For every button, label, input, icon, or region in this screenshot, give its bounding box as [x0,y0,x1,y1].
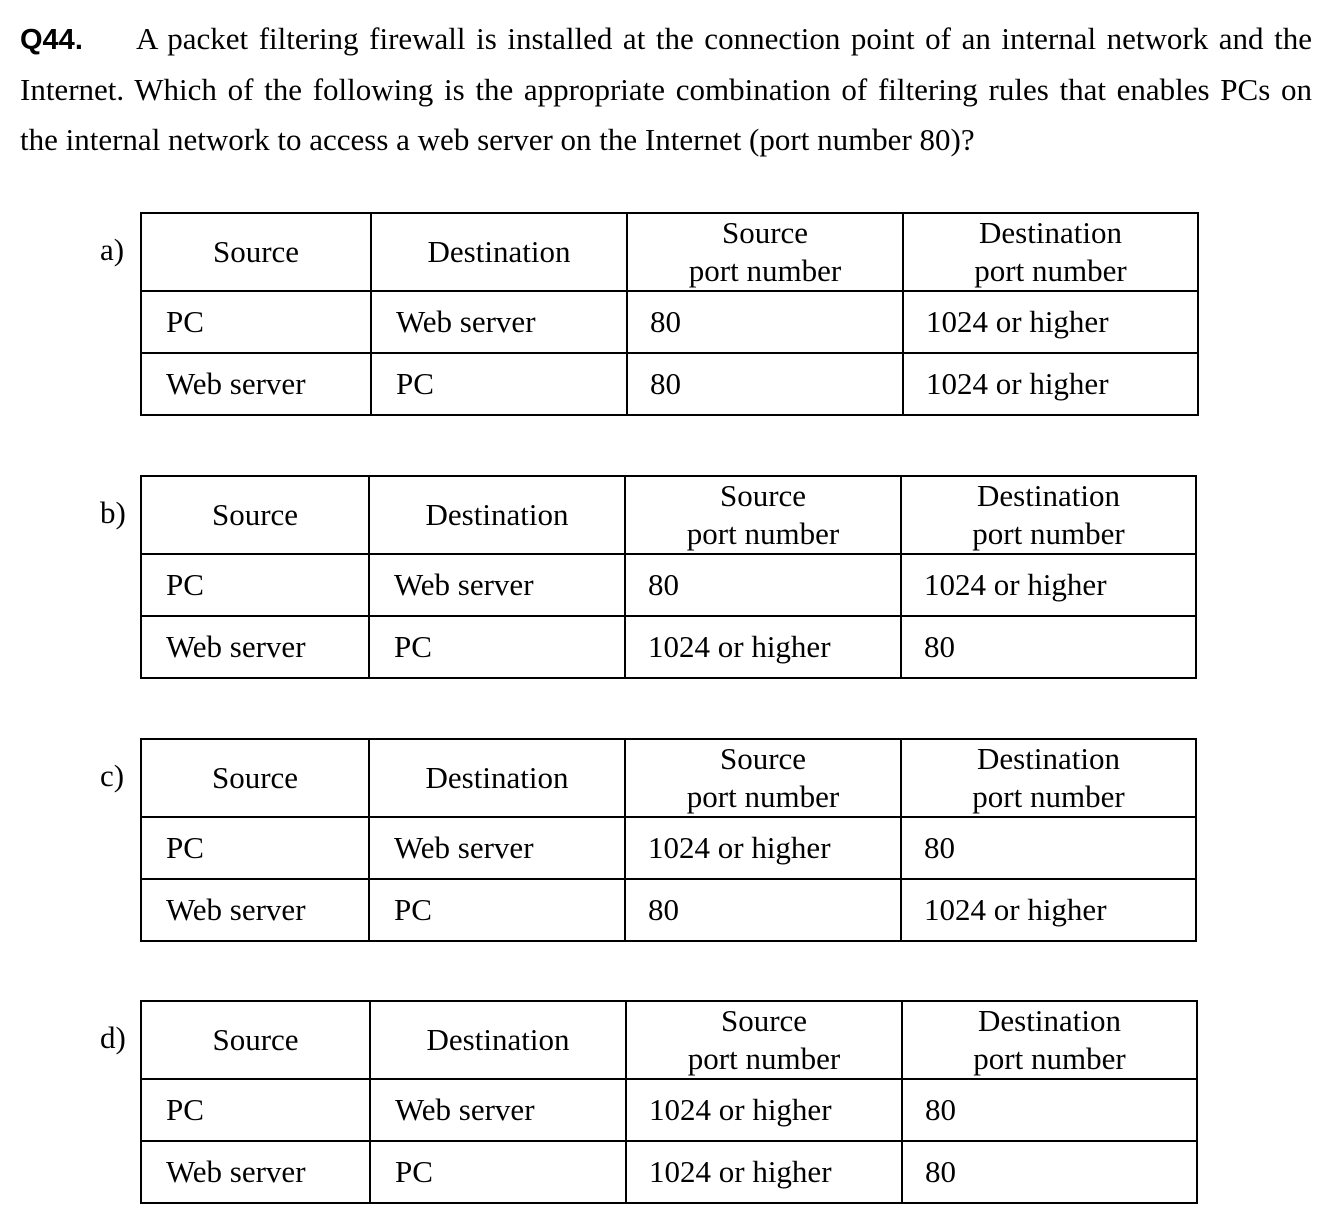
cell-source: PC [141,1079,370,1141]
cell-source-port: 80 [625,879,901,941]
header-destination-port: Destination port number [901,476,1196,554]
cell-destination-port: 80 [901,616,1196,678]
question-body: A packet filtering firewall is installed at the connection point of an internal network and the Internet. Which of the following is the appropriate combination of filtering rules that enables PCs on the internal network to access a web server on the Internet (port number 80)? [20,21,1312,157]
rules-table [140,475,1197,679]
header-source: Source [141,1001,370,1079]
header-source-port: Source port number [626,1001,902,1079]
header-source: Source [141,739,369,817]
header-source: Source [141,476,369,554]
cell-source-port: 80 [627,291,903,353]
question-number: Q44. [20,24,83,56]
cell-destination-port: 80 [902,1079,1197,1141]
header-destination-port: Destination port number [903,213,1198,291]
rules-table [140,212,1199,416]
header-source-port: Source port number [627,213,903,291]
cell-destination-port: 1024 or higher [901,554,1196,616]
header-destination: Destination [370,1001,626,1079]
table-header-row [141,739,1196,817]
header-source-port: Source port number [625,739,901,817]
header-source-port: Source port number [625,476,901,554]
cell-destination: Web server [369,554,625,616]
cell-destination-port: 80 [901,817,1196,879]
cell-source: Web server [141,1141,370,1203]
table-row [141,353,1198,415]
table-row [141,1079,1197,1141]
table-row [141,879,1196,941]
table-row [141,817,1196,879]
cell-source: PC [141,817,369,879]
question-text [20,14,1312,165]
cell-source-port: 80 [627,353,903,415]
cell-destination-port: 1024 or higher [903,291,1198,353]
cell-destination-port: 1024 or higher [903,353,1198,415]
cell-source: PC [141,291,371,353]
table-header-row [141,213,1198,291]
cell-source-port: 1024 or higher [626,1141,902,1203]
cell-destination: Web server [370,1079,626,1141]
cell-source: PC [141,554,369,616]
cell-destination-port: 80 [902,1141,1197,1203]
cell-destination-port: 1024 or higher [901,879,1196,941]
table-row [141,291,1198,353]
table-header-row [141,1001,1197,1079]
table-header-row [141,476,1196,554]
cell-source-port: 1024 or higher [626,1079,902,1141]
cell-destination: PC [370,1141,626,1203]
cell-destination: PC [369,879,625,941]
option-label: a) [100,232,125,267]
header-destination-port: Destination port number [902,1001,1197,1079]
table-row [141,616,1196,678]
option-label: b) [100,495,126,530]
cell-destination: Web server [369,817,625,879]
rules-table [140,1000,1198,1204]
header-destination: Destination [369,476,625,554]
table-row [141,554,1196,616]
option-label: c) [100,758,125,793]
rules-table [140,738,1197,942]
cell-source: Web server [141,879,369,941]
header-source: Source [141,213,371,291]
cell-destination: PC [369,616,625,678]
cell-source: Web server [141,353,371,415]
cell-source-port: 1024 or higher [625,616,901,678]
header-destination: Destination [371,213,627,291]
table-row [141,1141,1197,1203]
header-destination: Destination [369,739,625,817]
cell-source: Web server [141,616,369,678]
cell-source-port: 1024 or higher [625,817,901,879]
option-label: d) [100,1020,126,1055]
cell-destination: Web server [371,291,627,353]
cell-source-port: 80 [625,554,901,616]
header-destination-port: Destination port number [901,739,1196,817]
cell-destination: PC [371,353,627,415]
